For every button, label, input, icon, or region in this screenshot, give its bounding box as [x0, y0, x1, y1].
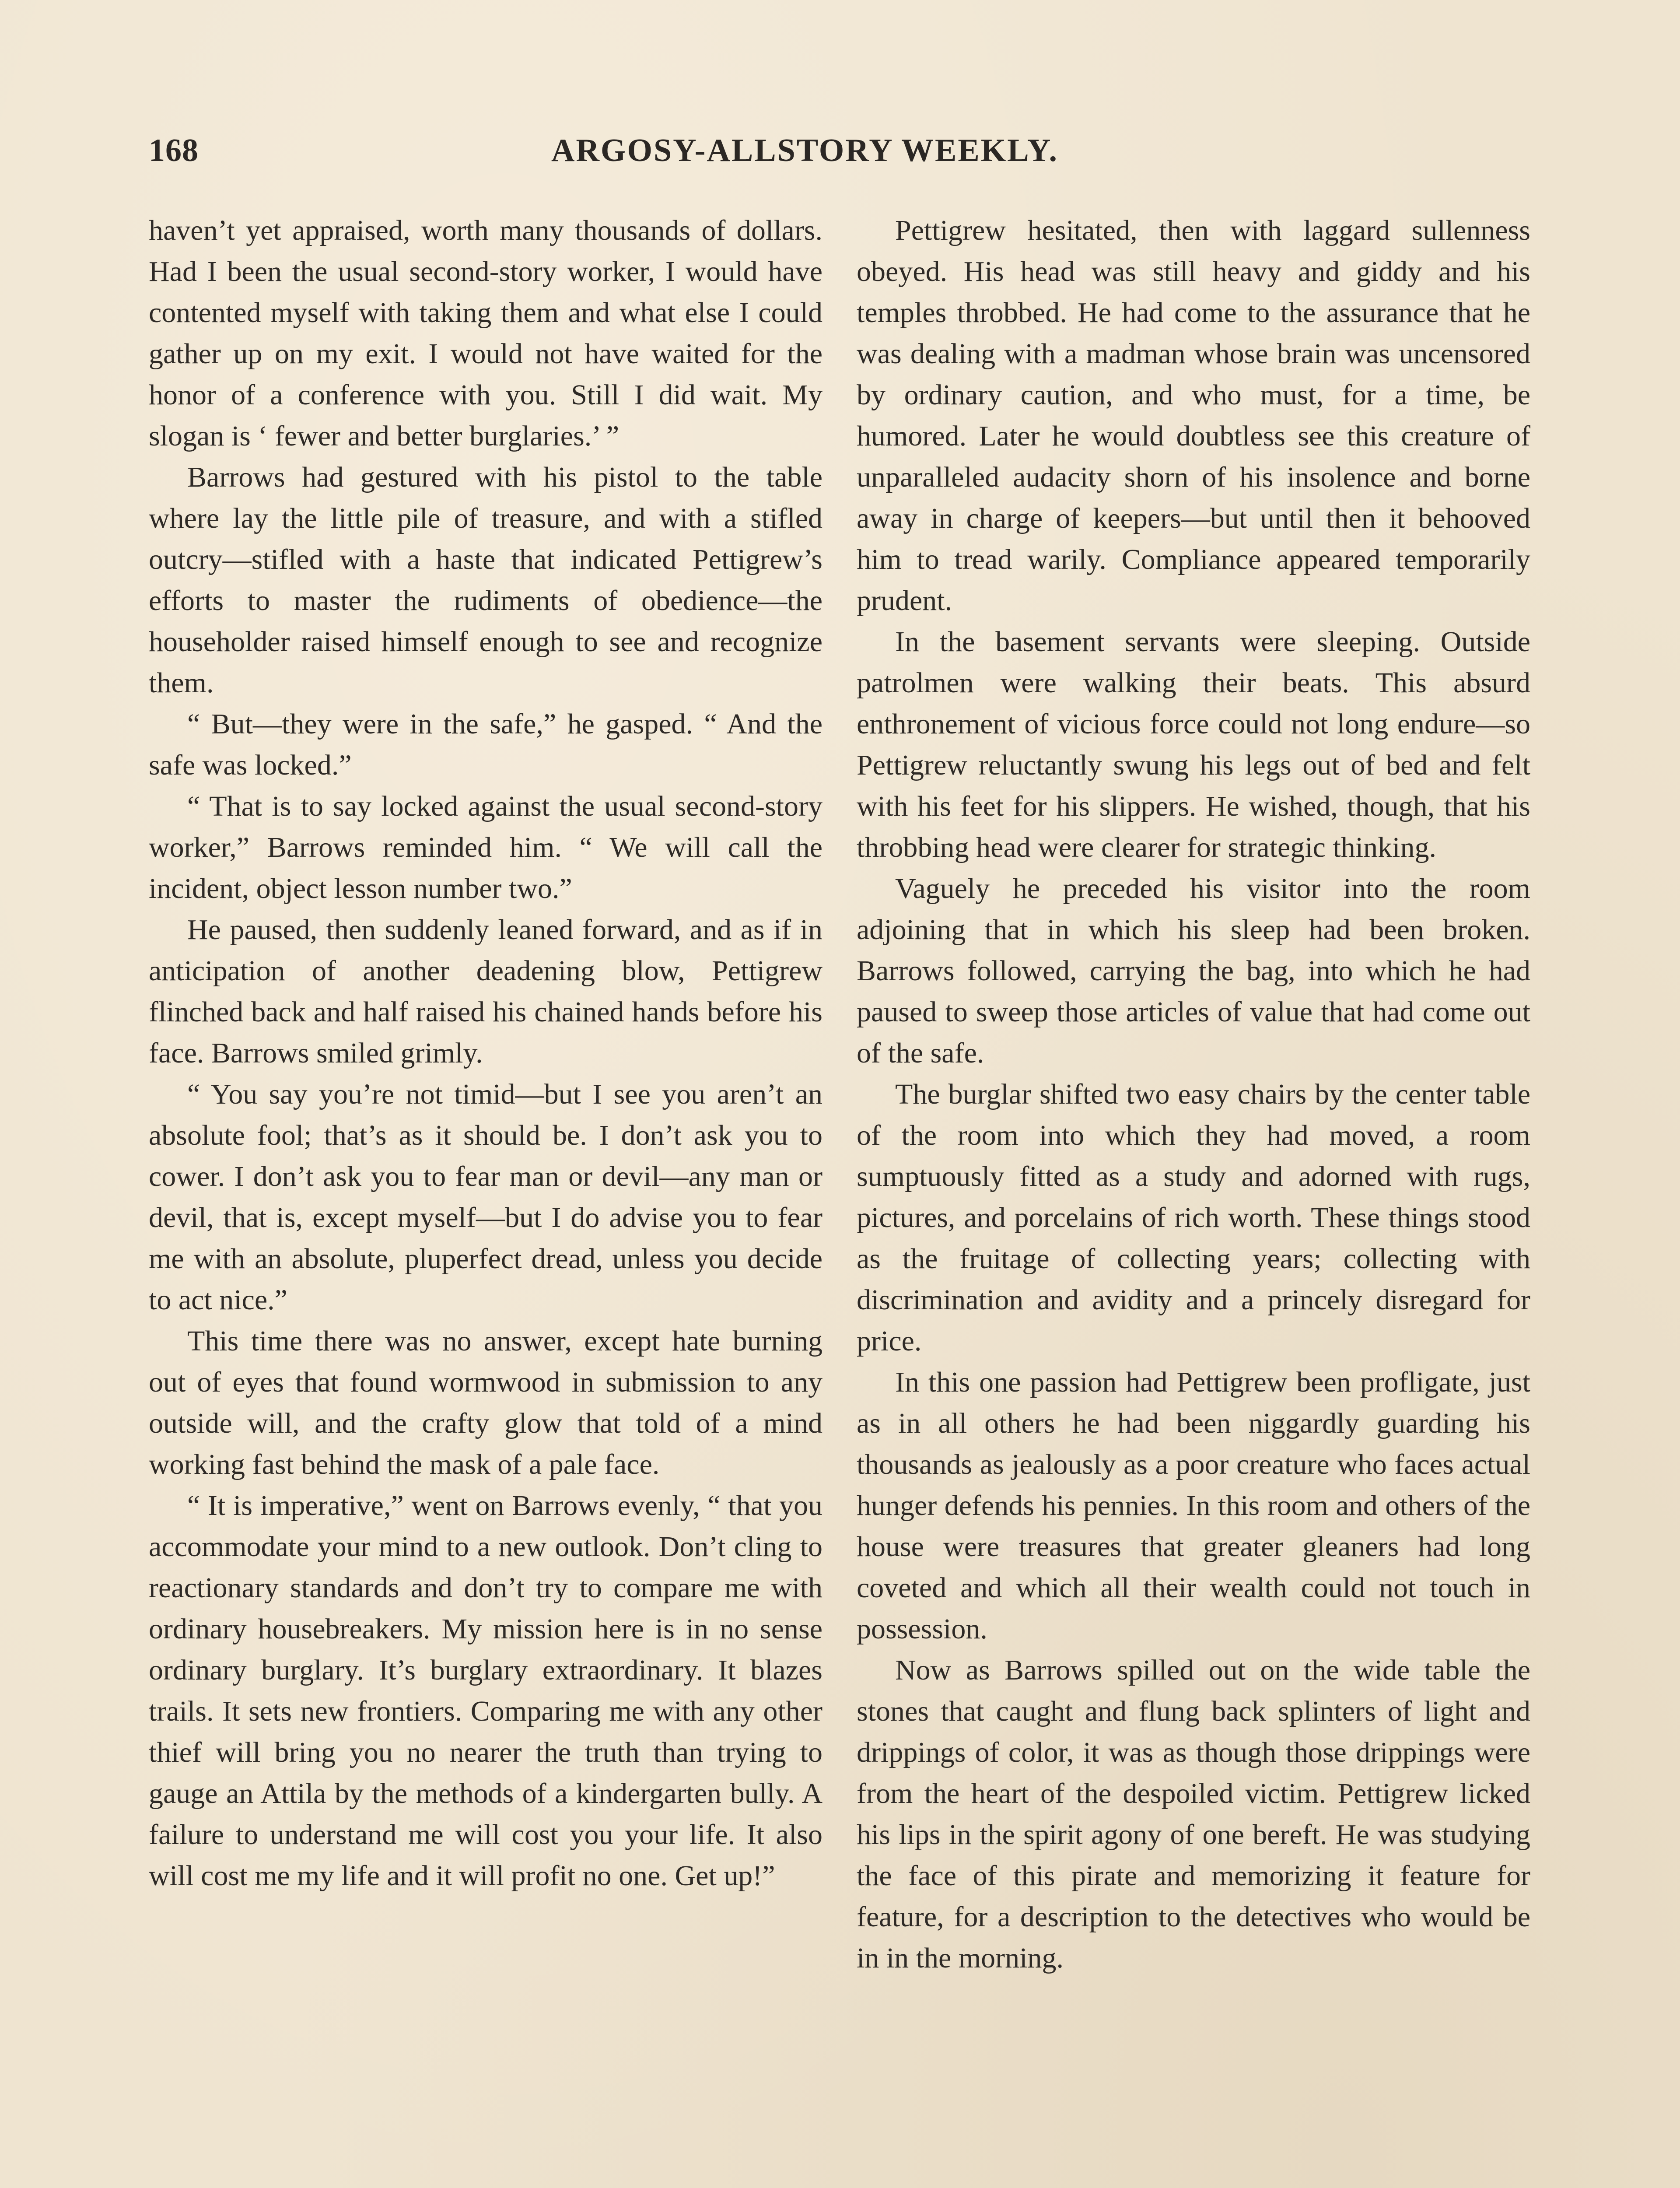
paragraph: This time there was no answer, except hate burning out of eyes that found wormwood in submission to any outside will, and the crafty glow that told of a mind working fast behind the mask of a pale face.	[149, 1325, 822, 1480]
paragraph: “ But—they were in the safe,” he gasped. “ And the safe was locked.”	[149, 708, 822, 781]
paragraph: “ That is to say locked against the usual second-story worker,” Barrows reminded him. “ We will call the incident, object lesson number two.”	[149, 790, 822, 905]
paragraph: In the basement servants were sleeping. Outside patrolmen were walking their beats. This absurd enthronement of vicious force could not long endure—so Pettigrew reluctantly swung his legs out of bed and felt with his feet for his slippers. He wished, though, that his throbbing head were clearer for strategic thinking.	[857, 626, 1530, 863]
paragraph: In this one passion had Pettigrew been profligate, just as in all others he had been niggardly guarding his thousands as jealously as a poor creature who faces actual hunger defends his pennies. In this room and others of the house were treasures that greater gleaners had long coveted and which all their wealth could not touch in possession.	[857, 1366, 1530, 1645]
paragraph: The burglar shifted two easy chairs by the center table of the room into which they had moved, a room sumptuously fitted as a study and adorned with rugs, pictures, and porcelains of rich worth. These things stood as the fruitage of collecting years; collecting with discrimination and avidity and a princely disregard for price.	[857, 1078, 1530, 1357]
paragraph: “ It is imperative,” went on Barrows evenly, “ that you accommodate your mind to a new outlook. Don’t cling to reactionary standards and don’t try to compare me with ordinary housebreakers. My mission here is in no sense ordinary burglary. It’s burglary extraordinary. It blazes trails. It sets new frontiers. Comparing me with any other thief will bring you no nearer the truth than trying to gauge an Attila by the methods of a kindergarten bully. A failure to understand me will cost you your life. It also will cost me my life and it will profit no one. Get up!”	[149, 1490, 822, 1892]
right-text-column	[857, 210, 1530, 1979]
paragraph: Barrows had gestured with his pistol to the table where lay the little pile of treasure, and with a stifled outcry—stifled with a haste that indicated Pettigrew’s efforts to master the rudiments of obedience—the householder raised himself enough to see and recognize them.	[149, 461, 822, 699]
left-text-column	[149, 210, 822, 1897]
paragraph: He paused, then suddenly leaned forward, and as if in anticipation of another deadening blow, Pettigrew flinched back and half raised his chained hands before his face. Barrows smiled grimly.	[149, 914, 822, 1069]
paragraph: Vaguely he preceded his visitor into the room adjoining that in which his sleep had been broken. Barrows followed, carrying the bag, into which he had paused to sweep those articles of value that had come out of the safe.	[857, 873, 1530, 1069]
paragraph: Now as Barrows spilled out on the wide table the stones that caught and flung back splinters of light and drippings of color, it was as though those drippings were from the heart of the despoiled victim. Pettigrew licked his lips in the spirit agony of one bereft. He was studying the face of this pirate and memorizing it feature for feature, for a description to the detectives who would be in in the morning.	[857, 1654, 1530, 1974]
paragraph: haven’t yet appraised, worth many thousands of dollars. Had I been the usual second-story worker, I would have contented myself with taking them and what else I could gather up on my exit. I would not have waited for the honor of a conference with you. Still I did wait. My slogan is ‘ fewer and better burglaries.’ ”	[149, 214, 822, 452]
running-title: ARGOSY-ALLSTORY WEEKLY.	[551, 133, 1059, 168]
page-number: 168	[149, 133, 199, 168]
paragraph: Pettigrew hesitated, then with laggard sullenness obeyed. His head was still heavy and giddy and his temples throbbed. He had come to the assurance that he was dealing with a madman whose brain was uncensored by ordinary caution, and who must, for a time, be humored. Later he would doubtless see this creature of unparalleled audacity shorn of his insolence and borne away in charge of keepers—but until then it behooved him to tread warily. Compliance appeared temporarily prudent.	[857, 214, 1530, 617]
paragraph: “ You say you’re not timid—but I see you aren’t an absolute fool; that’s as it should be. I don’t ask you to cower. I don’t ask you to fear man or devil—any man or devil, that is, except myself—but I do advise you to fear me with an absolute, pluperfect dread, unless you decide to act nice.”	[149, 1078, 822, 1316]
